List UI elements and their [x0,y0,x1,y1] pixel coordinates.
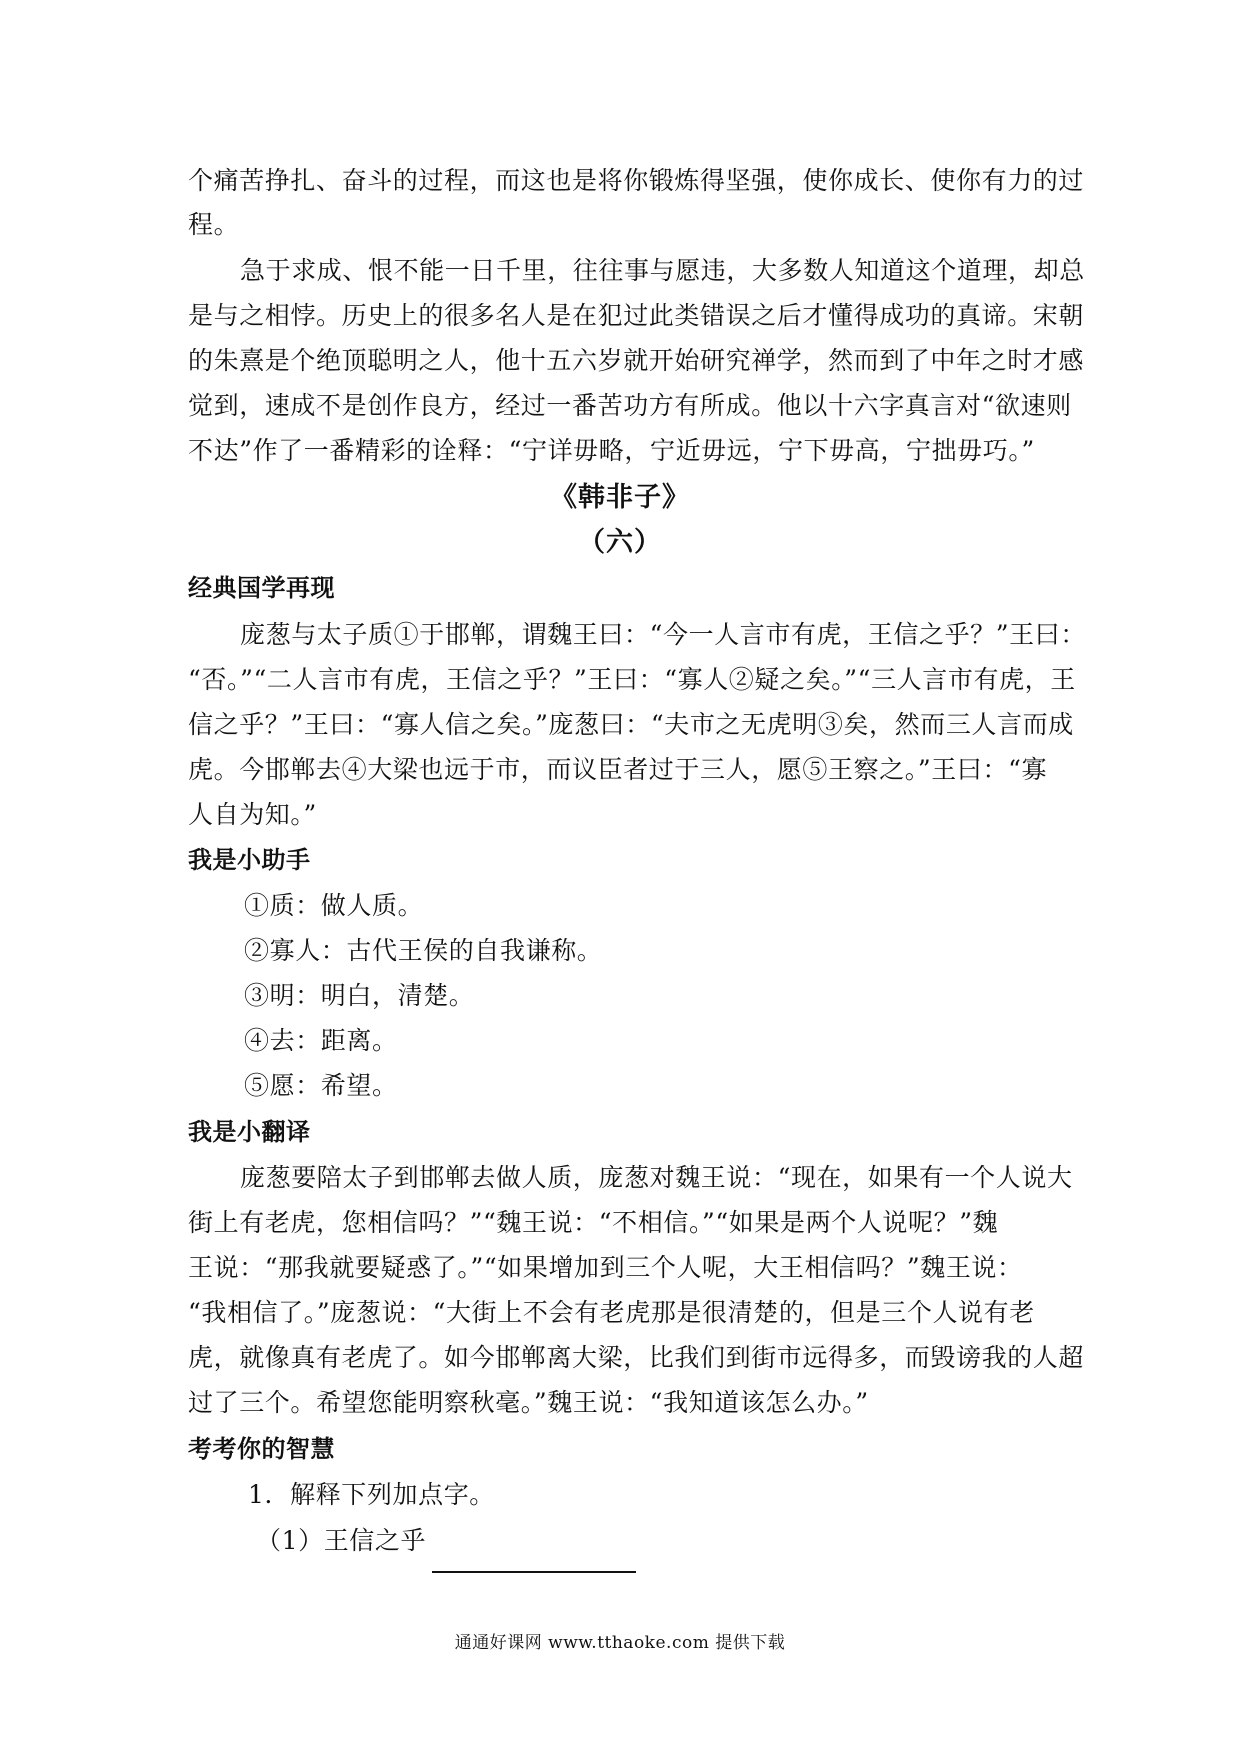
section-title: 《韩非子》 [550,482,690,513]
paragraph-line: 程。 [188,210,240,239]
classic-line: 虎。今邯郸去④大梁也远于市，而议臣者过于三人，愿⑤王察之。”王曰：“寡 [188,755,1048,784]
classic-line: 人自为知。” [188,800,317,829]
translation-line: “我相信了。”庞葱说：“大街上不会有老虎那是很清楚的，但是三个人说有老 [188,1298,1035,1327]
paragraph-line: 急于求成、恨不能一日千里，往往事与愿违，大多数人知道这个道理，却总 [240,256,1085,285]
answer-blank-line[interactable] [432,1571,636,1573]
quiz-subquestion: （1）王信之乎 [256,1526,427,1555]
paragraph-line: 不达”作了一番精彩的诠释：“宁详毋略，宁近毋远，宁下毋高，宁拙毋巧。” [188,436,1035,465]
paragraph-line: 是与之相悖。历史上的很多名人是在犯过此类错误之后才懂得成功的真谛。宋朝 [188,301,1085,330]
paragraph-line: 个痛苦挣扎、奋斗的过程，而这也是将你锻炼得坚强，使你成长、使你有力的过 [188,166,1085,195]
paragraph-line: 觉到，速成不是创作良方，经过一番苦功方有所成。他以十六字真言对“欲速则 [188,391,1072,420]
helper-note: ①质：做人质。 [244,891,424,920]
footer-credit: 通通好课网 www.tthaoke.com 提供下载 [454,1633,786,1653]
translation-heading: 我是小翻译 [188,1118,311,1146]
classic-line: 信之乎？”王曰：“寡人信之矣。”庞葱曰：“夫市之无虎明③矣，然而三人言而成 [188,710,1074,739]
classic-line: “否。”“二人言市有虎，王信之乎？”王曰：“寡人②疑之矣。”“三人言市有虎，王 [188,665,1076,694]
classic-heading: 经典国学再现 [188,574,335,602]
helper-note: ③明：明白，清楚。 [244,981,475,1010]
translation-line: 虎，就像真有老虎了。如今邯郸离大梁，比我们到街市远得多，而毁谤我的人超 [188,1343,1085,1372]
quiz-heading: 考考你的智慧 [188,1435,335,1463]
helper-note: ②寡人：古代王侯的自我谦称。 [244,936,603,965]
section-subtitle: （六） [578,527,662,558]
paragraph-line: 的朱熹是个绝顶聪明之人，他十五六岁就开始研究禅学，然而到了中年之时才感 [188,346,1085,375]
helper-note: ⑤愿：希望。 [244,1071,398,1100]
classic-line: 庞葱与太子质①于邯郸，谓魏王曰：“今一人言市有虎，王信之乎？”王曰： [240,620,1086,649]
translation-line: 庞葱要陪太子到邯郸去做人质，庞葱对魏王说：“现在，如果有一个人说大 [240,1163,1073,1192]
helper-note: ④去：距离。 [244,1026,398,1055]
translation-line: 过了三个。希望您能明察秋毫。”魏王说：“我知道该怎么办。” [188,1388,869,1417]
translation-line: 王说：“那我就要疑惑了。”“如果增加到三个人呢，大王相信吗？”魏王说： [188,1253,1023,1282]
translation-line: 街上有老虎，您相信吗？”“魏王说：“不相信。”“如果是两个人说呢？”魏 [188,1208,999,1237]
quiz-question: 1．解释下列加点字。 [248,1480,495,1509]
helper-heading: 我是小助手 [188,846,311,874]
